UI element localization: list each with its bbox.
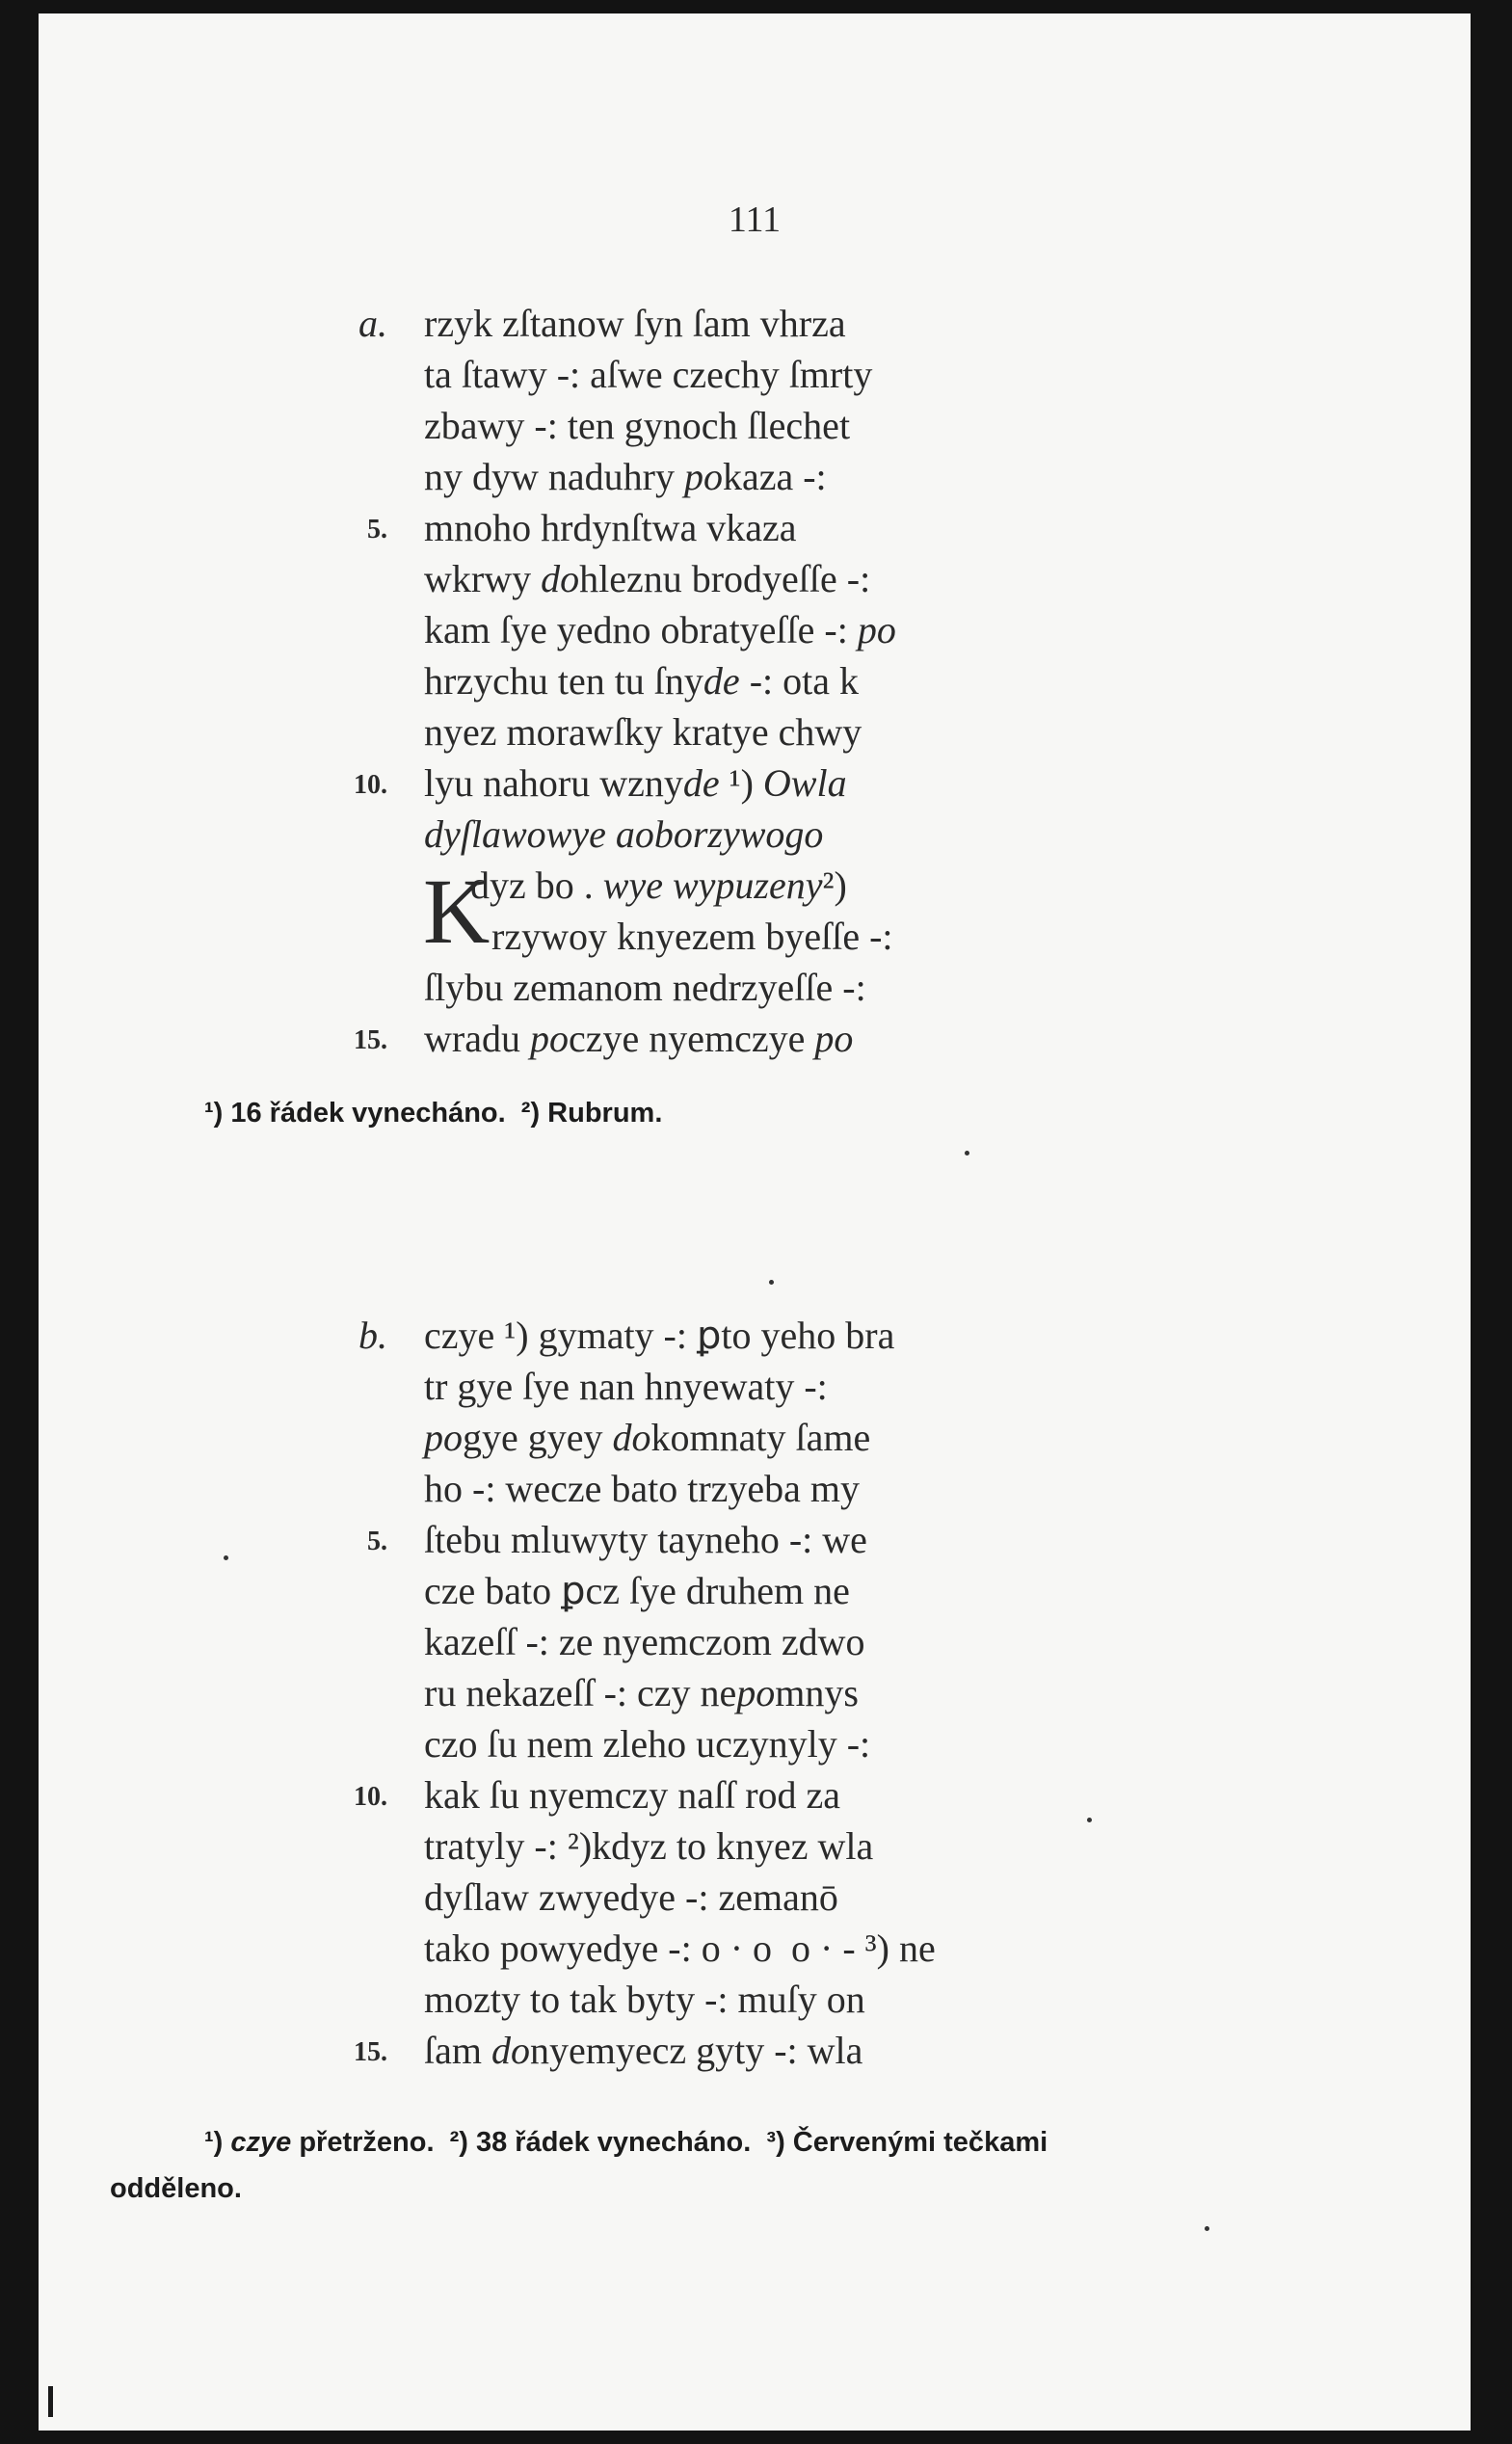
section-a-label: a.	[358, 302, 387, 345]
verse-line: kam ſye yedno obratyeſſe -: po	[424, 608, 896, 651]
verse-line: lyu nahoru wznyde ¹) Owla	[424, 761, 847, 805]
line-number: 10.	[354, 1782, 387, 1812]
scan-speck	[1087, 1818, 1092, 1822]
scan-speck	[1205, 2226, 1209, 2231]
line-number: 5.	[367, 515, 387, 545]
verse-line: mnoho hrdynſtwa vkaza	[424, 506, 797, 549]
footnote-a: ¹) 16 řádek vynecháno. ²) Rubrum.	[204, 1098, 663, 1129]
footnote-b-continuation: odděleno.	[110, 2173, 242, 2204]
verse-line: ſtebu mluwyty tayneho -: we	[424, 1518, 867, 1561]
verse-line: rzywoy knyezem byeſſe -:	[491, 915, 893, 958]
page-number: 111	[728, 199, 782, 240]
line-number: 5.	[367, 1527, 387, 1556]
verse-line: tr gye ſye nan hnyewaty -:	[424, 1365, 828, 1408]
verse-line: dyz bo . wye wypuzeny²)	[470, 863, 847, 907]
line-number: 15.	[354, 2037, 387, 2067]
verse-line: kazeſſ -: ze nyemczom zdwo	[424, 1620, 865, 1663]
verse-line: wkrwy dohleznu brodyeſſe -:	[424, 557, 871, 600]
verse-line: czye ¹) gymaty -: ꝑto yeho bra	[424, 1314, 895, 1357]
verse-line: czo ſu nem zleho uczynyly -:	[424, 1722, 871, 1766]
scan-speck	[965, 1151, 969, 1156]
verse-line: ho -: wecze bato trzyeba my	[424, 1467, 861, 1510]
footnote-b: ¹) czye přetrženo. ²) 38 řádek vynecháno. ³) Červenými tečkami	[204, 2127, 1048, 2158]
verse-line: rzyk zſtanow ſyn ſam vhrza	[424, 302, 846, 345]
scan-mark	[48, 2386, 53, 2417]
verse-line: cze bato ꝑcz ſye druhem ne	[424, 1569, 850, 1612]
verse-line: ta ſtawy -: aſwe czechy ſmrty	[424, 353, 873, 396]
scan-speck	[769, 1280, 774, 1285]
verse-line: dyſlawowye aoborzywogo	[424, 812, 824, 856]
verse-line: mozty to tak byty -: muſy on	[424, 1978, 865, 2021]
verse-line: dyſlaw zwyedye -: zemanō	[424, 1875, 838, 1919]
line-number: 10.	[354, 770, 387, 800]
verse-line: ſam donyemyecz gyty -: wla	[424, 2029, 863, 2072]
verse-line: zbawy -: ten gynoch ſlechet	[424, 404, 851, 447]
document-page	[39, 13, 1471, 2431]
verse-line: ſlybu zemanom nedrzyeſſe -:	[424, 966, 866, 1009]
section-b-label: b.	[358, 1314, 387, 1357]
verse-line: ny dyw naduhry pokaza -:	[424, 455, 827, 498]
verse-line: tratyly -: ²)kdyz to knyez wla	[424, 1824, 874, 1868]
verse-line: nyez morawſky kratye chwy	[424, 710, 862, 754]
line-number: 15.	[354, 1025, 387, 1055]
initial-letter: K	[423, 860, 491, 963]
verse-line: pogye gyey dokomnaty ſame	[424, 1416, 871, 1459]
verse-line: ru nekazeſſ -: czy nepomnys	[424, 1671, 859, 1714]
verse-line: kak ſu nyemczy naſſ rod za	[424, 1773, 841, 1817]
verse-line: hrzychu ten tu ſnyde -: ota k	[424, 659, 859, 703]
scan-speck	[224, 1555, 228, 1560]
verse-line: tako powyedye -: o · o o · - ³) ne	[424, 1926, 936, 1970]
verse-line: wradu poczye nyemczye po	[424, 1017, 854, 1060]
